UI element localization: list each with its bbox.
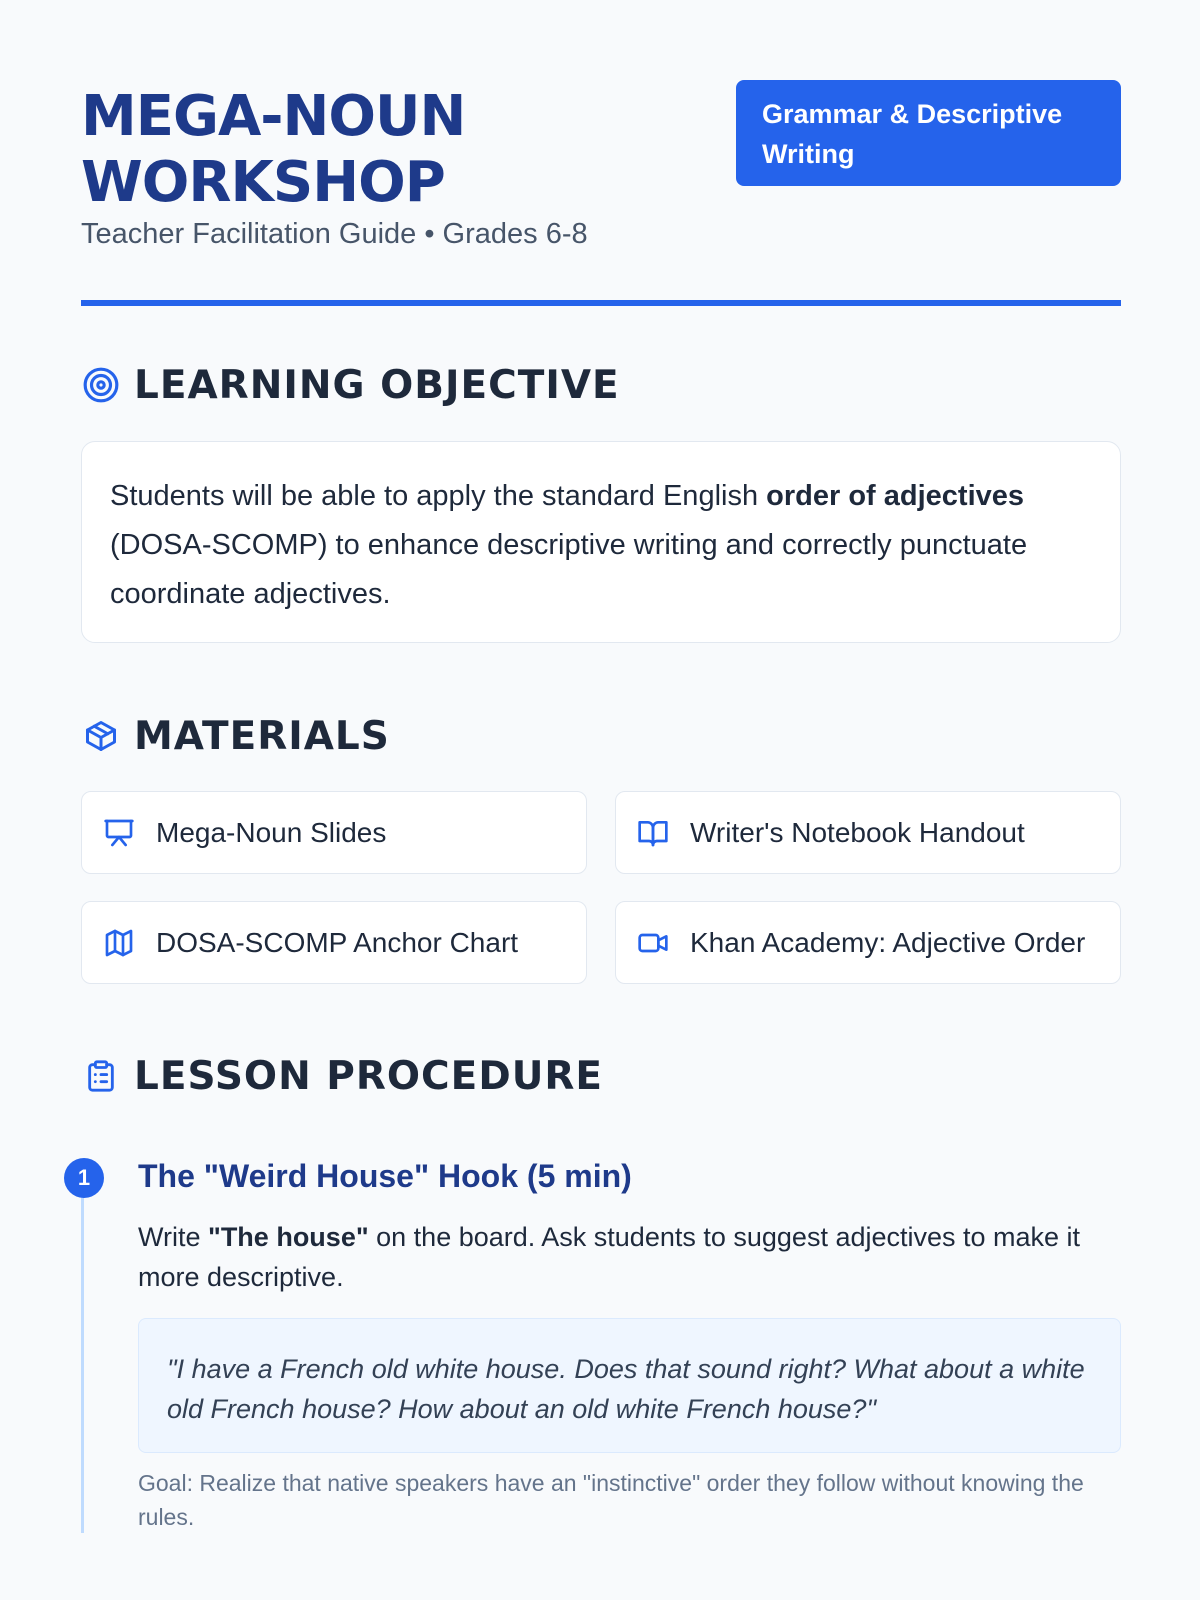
teacher-prompt-quote: "I have a French old white house. Does that sound right? What about a white old French house? How about an old white French house?" [138,1318,1121,1453]
video-icon [636,926,670,960]
step-instructions-bold: "The house" [208,1222,369,1252]
book-open-icon [636,816,670,850]
material-label: Khan Academy: Adjective Order [690,926,1086,958]
objective-heading [81,360,620,410]
step-instructions-start: Write [138,1222,209,1252]
page-title: MEGA-NOUN WORKSHOP [81,84,466,215]
material-label: Writer's Notebook Handout [690,816,1025,848]
target-icon [81,365,121,405]
objective-card [81,441,1121,643]
material-card-handout[interactable] [615,791,1121,874]
materials-heading-text: MATERIALS [134,713,390,759]
timeline-line [81,1178,84,1533]
step-title: The "Weird House" Hook (5 min) [138,1158,632,1194]
objective-heading-text: LEARNING OBJECTIVE [134,362,620,408]
objective-text-end: (DOSA-SCOMP) to enhance descriptive writing and correctly punctuate coordinate adjectives. [110,529,1028,610]
material-card-anchor-chart[interactable] [81,901,587,984]
clipboard-list-icon [81,1056,121,1096]
package-icon [81,716,121,756]
material-label: Mega-Noun Slides [156,816,387,848]
page-subtitle: Teacher Facilitation Guide • Grades 6-8 [81,218,588,250]
procedure-heading-text: LESSON PROCEDURE [134,1053,604,1099]
map-icon [102,926,136,960]
objective-text-start: Students will be able to apply the standard English [110,480,767,512]
material-label: DOSA-SCOMP Anchor Chart [156,926,519,958]
materials-heading [81,711,390,761]
page-header [81,80,1121,306]
material-card-video[interactable] [615,901,1121,984]
presentation-icon [102,816,136,850]
procedure-heading [81,1051,603,1101]
step-instructions-end: on the board. Ask students to suggest adjectives to make it more descriptive. [138,1222,1081,1292]
objective-text-bold: order of adjectives [766,480,1025,512]
material-card-slides[interactable] [81,791,587,874]
header-divider [81,300,1121,306]
step-number-badge: 1 [64,1158,104,1198]
topic-badge: Grammar & Descriptive Writing [736,80,1121,186]
step-goal-note: Goal: Realize that native speakers have an "instinctive" order they follow without knowing the rules. [138,1470,1084,1530]
step-instructions [138,1217,1121,1297]
